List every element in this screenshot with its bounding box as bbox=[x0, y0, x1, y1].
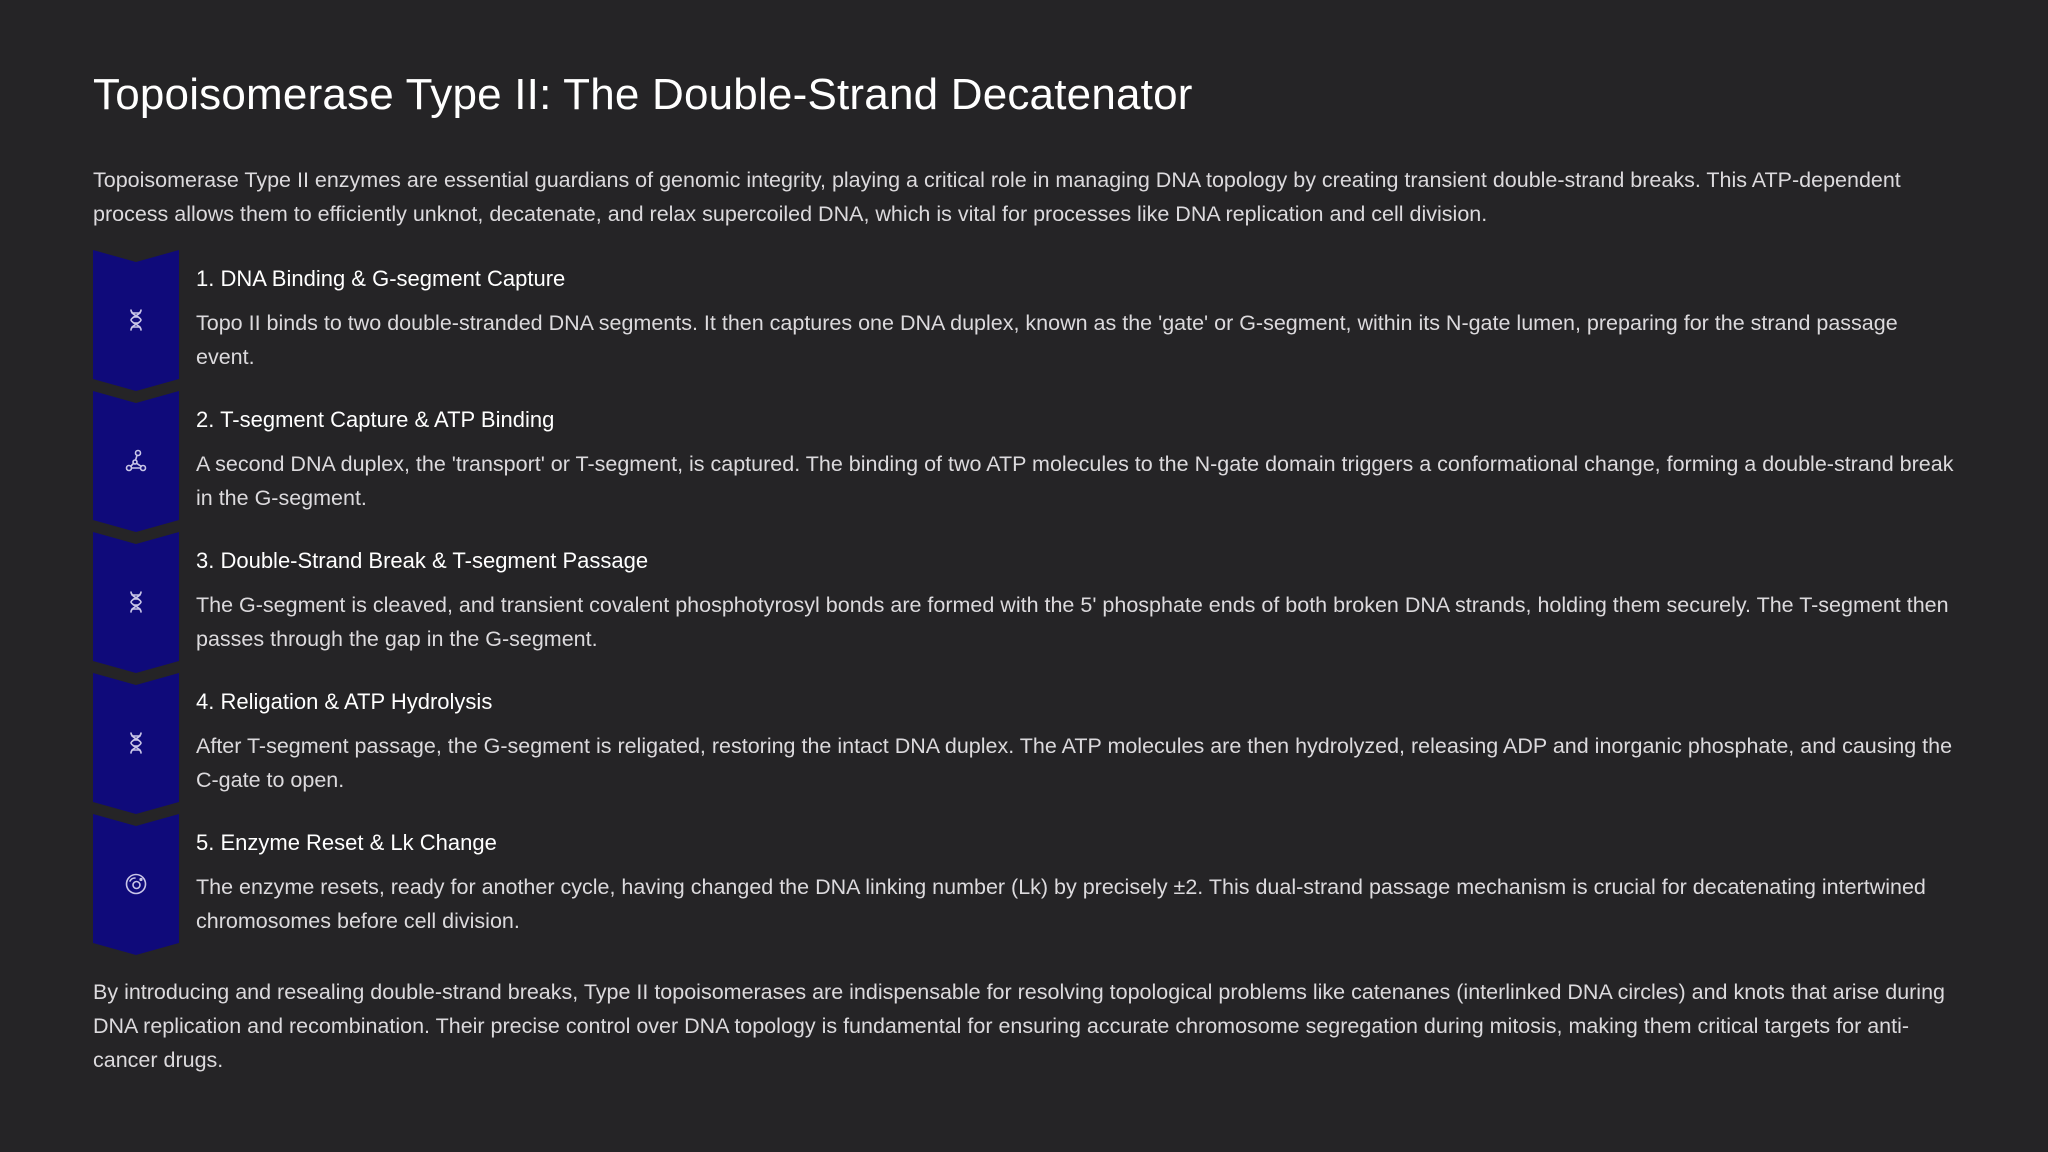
step-4 bbox=[93, 673, 1955, 814]
step-chevron bbox=[93, 673, 179, 814]
molecule-icon bbox=[124, 449, 148, 473]
step-3 bbox=[93, 532, 1955, 673]
step-chevron bbox=[93, 532, 179, 673]
step-description: The enzyme resets, ready for another cycle, having changed the DNA linking number (Lk) by precisely ±2. This dual-strand passage mechanism is crucial for decatenating intertwined chromosomes before cell division. bbox=[196, 875, 1926, 933]
dna-icon bbox=[124, 590, 148, 614]
step-description: The G-segment is cleaved, and transient covalent phosphotyrosyl bonds are formed with the 5' phosphate ends of both broken DNA strands, holding them securely. The T-segment then passes through the gap in the G-segment. bbox=[196, 593, 1949, 651]
step-title: 3. Double-Strand Break & T-segment Passage bbox=[196, 548, 649, 573]
step-title: 1. DNA Binding & G-segment Capture bbox=[196, 266, 566, 291]
step-description: After T-segment passage, the G-segment is religated, restoring the intact DNA duplex. The ATP molecules are then hydrolyzed, releasing ADP and inorganic phosphate, and causing the C-gate to open. bbox=[196, 734, 1953, 792]
step-2 bbox=[93, 391, 1955, 532]
conclusion-paragraph: By introducing and resealing double-strand breaks, Type II topoisomerases are indispensable for resolving topological problems like catenanes (interlinked DNA circles) and knots that arise during DNA replication and recombination. Their precise control over DNA topology is fundamental for ensuring accurate chromosome segregation during mitosis, making them critical targets for anti-cancer drugs. bbox=[93, 980, 1946, 1072]
step-description: A second DNA duplex, the 'transport' or T-segment, is captured. The binding of two ATP molecules to the N-gate domain triggers a conformational change, forming a double-strand break in the G-segment. bbox=[196, 452, 1954, 510]
step-chevron bbox=[93, 391, 179, 532]
step-1 bbox=[93, 250, 1955, 391]
step-description: Topo II binds to two double-stranded DNA segments. It then captures one DNA duplex, known as the 'gate' or G-segment, within its N-gate lumen, preparing for the strand passage event. bbox=[196, 311, 1898, 369]
step-title: 5. Enzyme Reset & Lk Change bbox=[196, 830, 497, 855]
page-title: Topoisomerase Type II: The Double-Strand Decatenator bbox=[93, 70, 1193, 119]
intro-paragraph: Topoisomerase Type II enzymes are essential guardians of genomic integrity, playing a critical role in managing DNA topology by creating transient double-strand breaks. This ATP-dependent process allows them to efficiently unknot, decatenate, and relax supercoiled DNA, which is vital for processes like DNA replication and cell division. bbox=[93, 168, 1901, 226]
dna-icon bbox=[124, 308, 148, 332]
cell-icon bbox=[124, 872, 148, 896]
step-title: 4. Religation & ATP Hydrolysis bbox=[196, 689, 493, 714]
dna-icon bbox=[124, 731, 148, 755]
step-title: 2. T-segment Capture & ATP Binding bbox=[196, 407, 555, 432]
step-chevron bbox=[93, 814, 179, 955]
step-5 bbox=[93, 814, 1955, 955]
step-chevron bbox=[93, 250, 179, 391]
